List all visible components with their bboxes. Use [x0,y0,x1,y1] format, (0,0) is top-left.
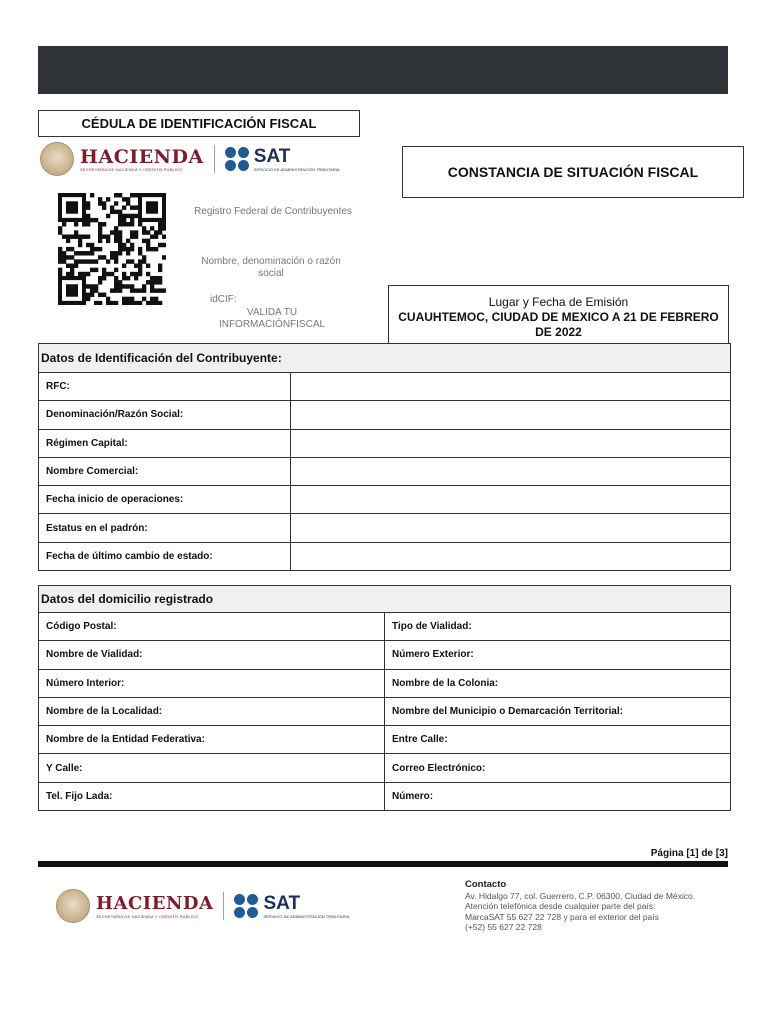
field-label: Entre Calle: [385,726,731,754]
hacienda-subtitle: SECRETARÍA DE HACIENDA Y CRÉDITO PÚBLICO [96,913,199,919]
field-label: Número Interior: [39,669,385,697]
field-label: Número: [385,782,731,810]
valida-caption: VALIDA TU INFORMACIÓNFISCAL [218,307,326,330]
field-label: Tipo de Vialidad: [385,613,731,641]
cedula-title: CÉDULA DE IDENTIFICACIÓN FISCAL [38,110,360,137]
top-banner [38,46,728,94]
sat-subtitle: SERVICIO DE ADMINISTRACIÓN TRIBUTARIA [263,913,350,919]
hacienda-seal-icon [40,142,74,176]
sat-word: SAT [253,145,291,167]
field-label: Número Exterior: [385,641,731,669]
hacienda-logo [96,894,213,919]
hacienda-logo [80,147,204,172]
contact-line: MarcaSAT 55 627 22 728 y para el exterior del país [465,911,659,922]
field-label: Régimen Capital: [39,429,291,457]
field-label: Fecha inicio de operaciones: [39,486,291,514]
contact-line: Av. Hidalgo 77, col. Guerrero, C.P. 06300, Ciudad de México. [465,890,696,901]
logo-divider [214,145,215,173]
idcif-caption: idCIF: [210,294,237,305]
contact-line: Atención telefónica desde cualquier parte del país: [465,901,656,911]
field-label: Nombre Comercial: [39,457,291,485]
field-label: Y Calle: [39,754,385,782]
sat-dots-icon [225,147,249,171]
field-label: Nombre del Municipio o Demarcación Territorial: [385,697,731,725]
footer-logos [56,886,356,926]
rfc-caption: Registro Federal de Contribuyentes [194,206,352,217]
sat-logo [263,894,349,919]
sat-logo [254,147,340,172]
field-label: Código Postal: [39,613,385,641]
field-label: Fecha de último cambio de estado: [39,542,291,570]
lugar-fecha-box [388,285,729,343]
sat-dots-icon [234,894,258,918]
sat-subtitle: SERVICIO DE ADMINISTRACIÓN TRIBUTARIA [253,166,340,172]
header-logos [40,140,355,178]
field-label: Nombre de la Entidad Federativa: [39,726,385,754]
qr-code-icon [58,193,166,305]
domicilio-table [38,585,731,811]
lugar-value: CUAUHTEMOC, CIUDAD DE MEXICO A 21 DE FEBRERO DE 2022 [398,310,719,339]
field-label: Denominación/Razón Social: [39,401,291,429]
field-label: Correo Electrónico: [385,754,731,782]
field-label: RFC: [39,373,291,401]
domicilio-heading: Datos del domicilio registrado [39,586,731,613]
hacienda-word: HACIENDA [96,892,214,914]
contact-title: Contacto [465,879,507,890]
lugar-title: Lugar y Fecha de Emisión [488,295,629,309]
field-label: Estatus en el padrón: [39,514,291,542]
constancia-title: CONSTANCIA DE SITUACIÓN FISCAL [402,146,744,198]
field-value [291,542,731,570]
field-value [291,486,731,514]
field-value [291,429,731,457]
contact-line: (+52) 55 627 22 728 [465,922,542,932]
field-label: Tel. Fijo Lada: [39,782,385,810]
contact-block [465,880,725,933]
sat-word: SAT [263,892,301,914]
identificacion-heading: Datos de Identificación del Contribuyente: [39,344,731,373]
field-value [291,514,731,542]
identificacion-table [38,343,731,571]
footer-divider [38,861,728,867]
field-value [291,373,731,401]
hacienda-seal-icon [56,889,90,923]
nombre-caption: Nombre, denominación o razón social [201,256,341,279]
field-value [291,401,731,429]
page-number: Página [1] de [3] [650,848,728,859]
hacienda-subtitle: SECRETARÍA DE HACIENDA Y CRÉDITO PÚBLICO [80,166,183,172]
field-label: Nombre de la Localidad: [39,697,385,725]
hacienda-word: HACIENDA [80,145,204,168]
field-value [291,457,731,485]
field-label: Nombre de la Colonia: [385,669,731,697]
logo-divider [223,892,224,920]
field-label: Nombre de Vialidad: [39,641,385,669]
